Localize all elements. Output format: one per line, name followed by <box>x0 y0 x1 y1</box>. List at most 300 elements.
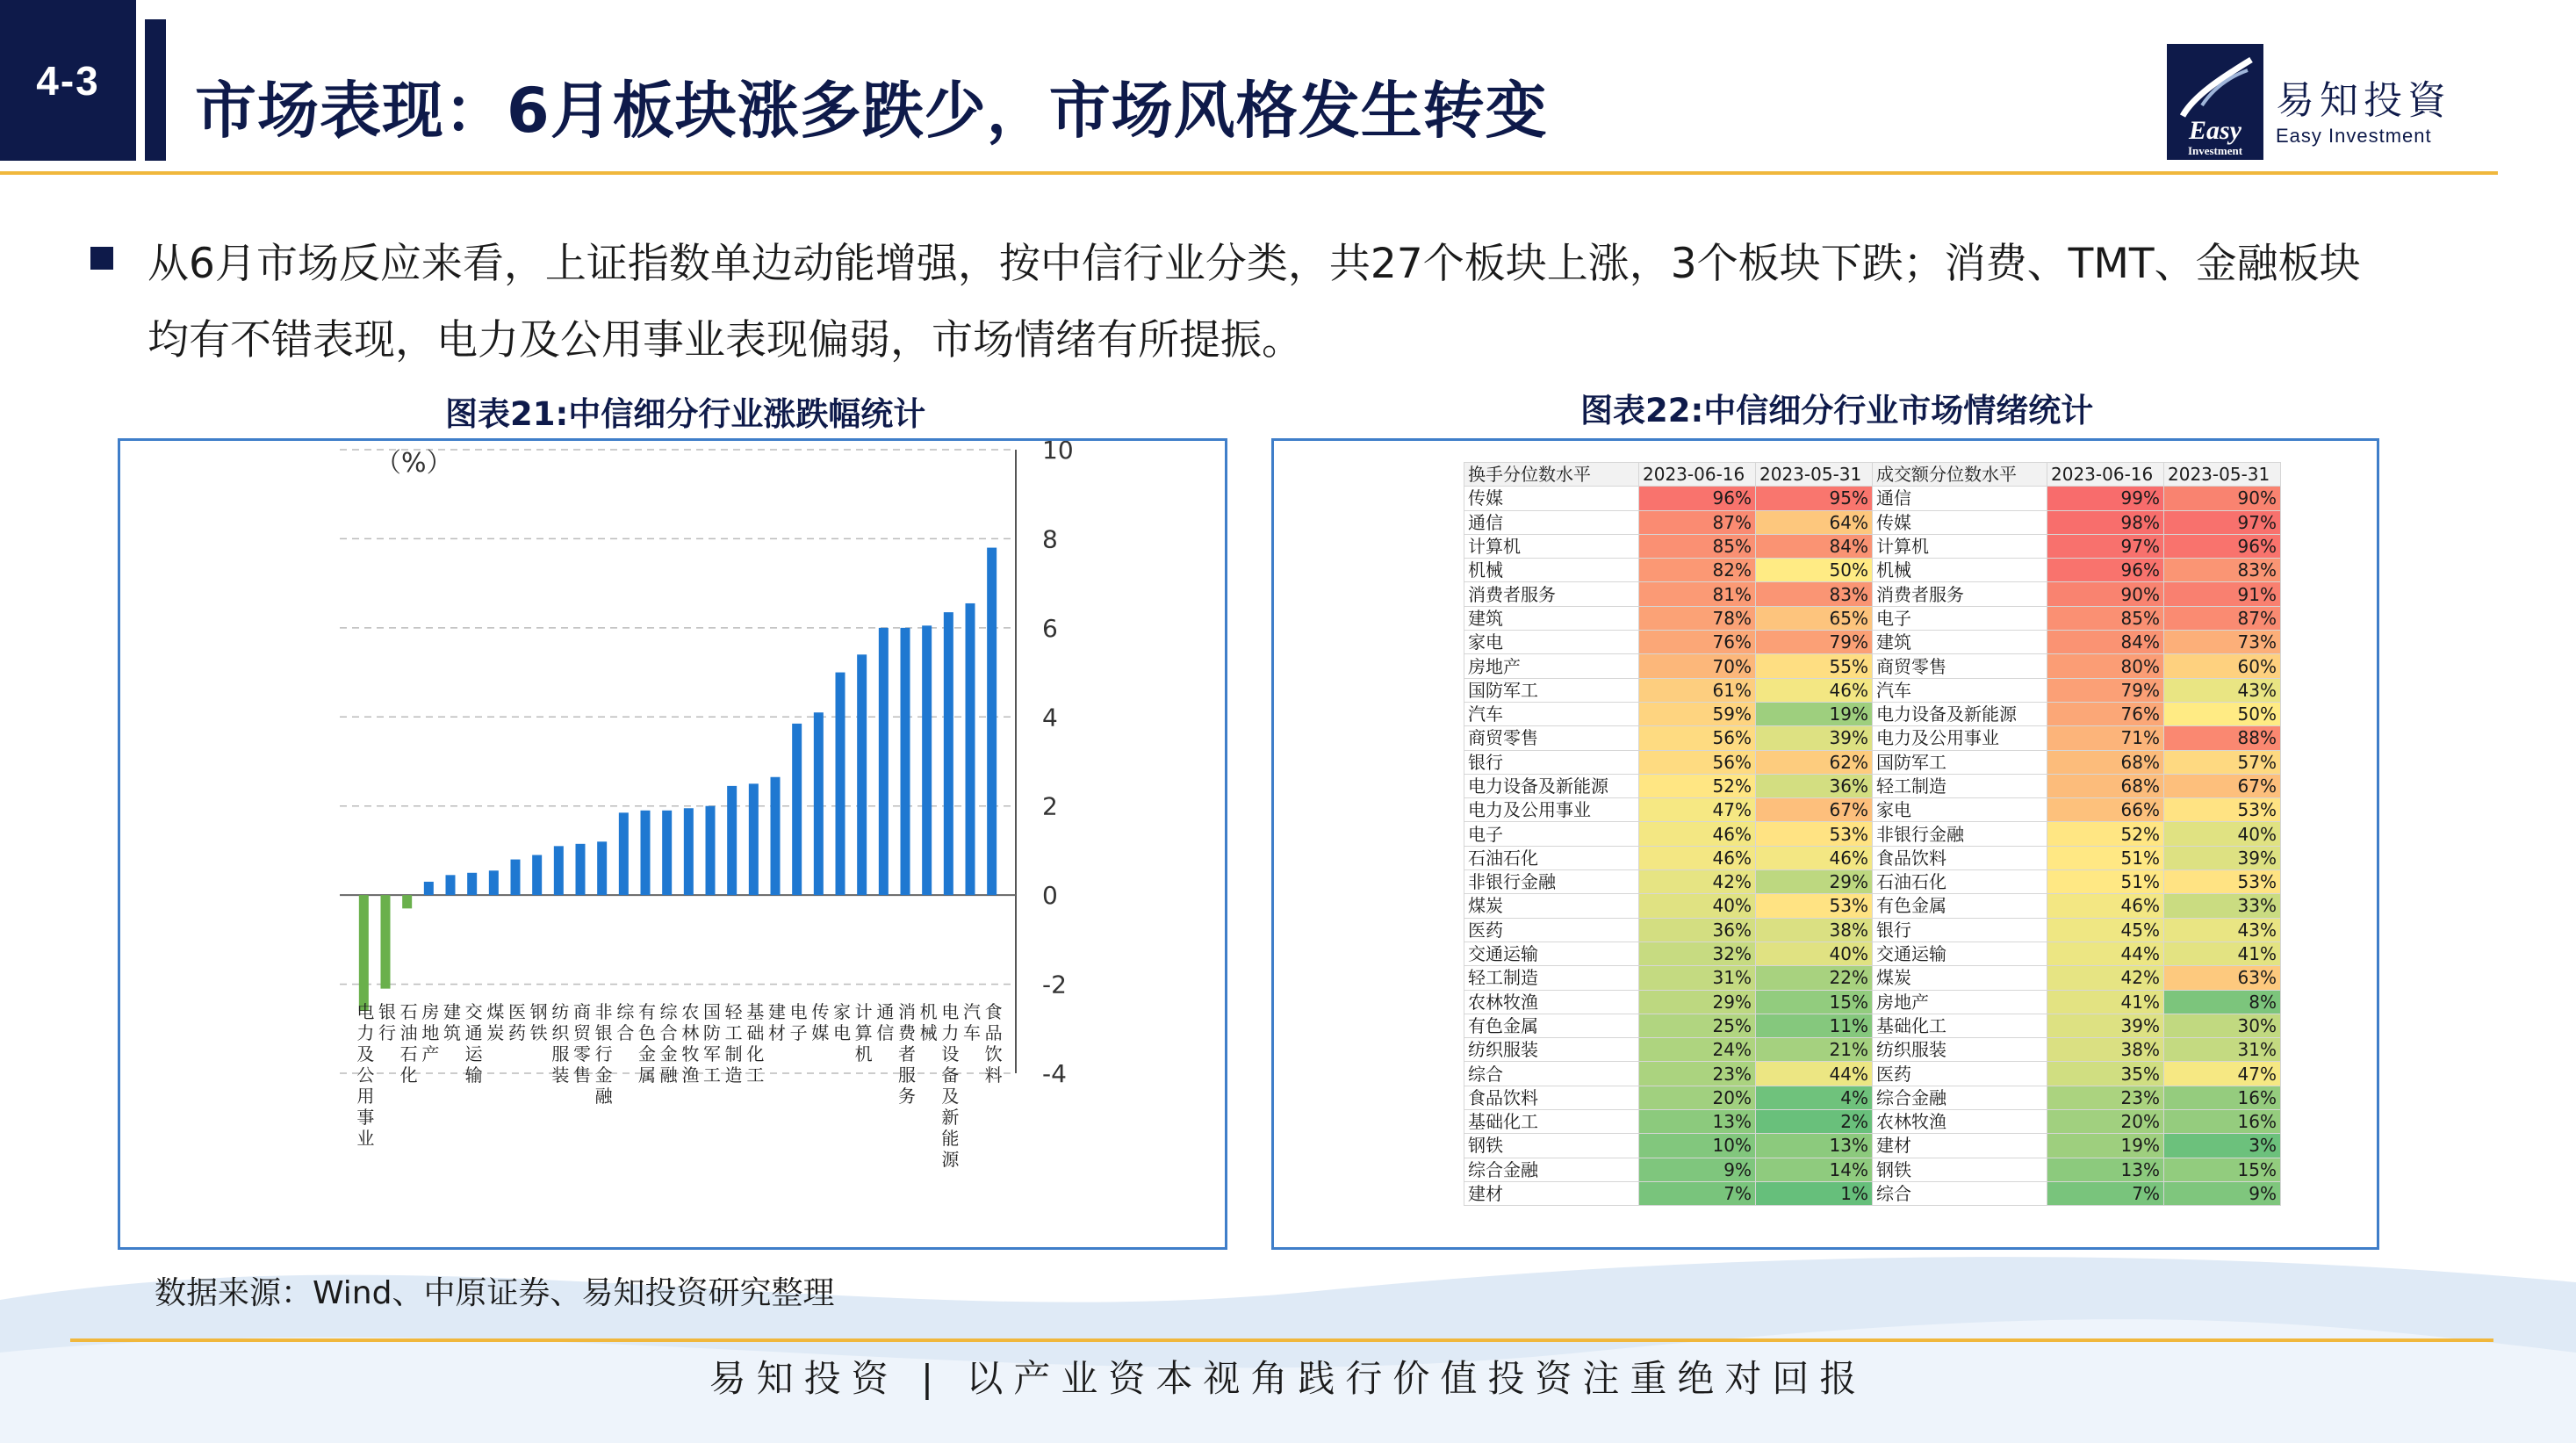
percentile-cell: 79% <box>1756 631 1873 654</box>
industry-name-cell: 汽车 <box>1873 678 2047 702</box>
percentile-cell: 31% <box>2164 1038 2281 1062</box>
percentile-cell: 29% <box>1639 990 1756 1014</box>
industry-name-cell: 机械 <box>1464 559 1639 582</box>
table-row <box>1464 702 2281 725</box>
sentiment-table-container <box>1464 462 2281 1206</box>
percentile-cell: 11% <box>1756 1014 1873 1037</box>
bar <box>511 860 521 896</box>
industry-name-cell: 非银行金融 <box>1464 870 1639 894</box>
percentile-cell: 29% <box>1756 870 1873 894</box>
percentile-cell: 53% <box>2164 870 2281 894</box>
percentile-cell: 32% <box>1639 942 1756 965</box>
x-tick-label: 国防军工 <box>703 1001 721 1086</box>
bar <box>814 712 824 895</box>
percentile-cell: 16% <box>2164 1110 2281 1134</box>
percentile-cell: 67% <box>2164 774 2281 797</box>
y-tick-label: 4 <box>1042 703 1058 732</box>
table-row <box>1464 1062 2281 1086</box>
bar <box>424 882 434 895</box>
industry-name-cell: 食品饮料 <box>1873 846 2047 869</box>
x-tick-label: 家电 <box>833 1001 851 1044</box>
percentile-cell: 82% <box>1639 559 1756 582</box>
x-tick-label: 食品饮料 <box>984 1001 1003 1086</box>
percentile-cell: 51% <box>2047 870 2164 894</box>
bar <box>944 612 953 895</box>
bar <box>857 654 867 895</box>
percentile-cell: 55% <box>1756 654 1873 678</box>
x-tick-label: 传媒 <box>811 1001 830 1044</box>
percentile-cell: 38% <box>2047 1038 2164 1062</box>
percentile-cell: 13% <box>2047 1158 2164 1181</box>
x-tick-label: 通信 <box>876 1001 895 1044</box>
table-row <box>1464 990 2281 1014</box>
percentile-cell: 43% <box>2164 678 2281 702</box>
industry-name-cell: 传媒 <box>1464 487 1639 510</box>
industry-name-cell: 医药 <box>1464 918 1639 942</box>
percentile-cell: 19% <box>2047 1134 2164 1158</box>
percentile-cell: 15% <box>1756 990 1873 1014</box>
bar <box>771 777 781 895</box>
industry-name-cell: 家电 <box>1873 798 2047 822</box>
header-divider <box>0 171 2498 175</box>
percentile-cell: 98% <box>2047 510 2164 534</box>
percentile-cell: 39% <box>2164 846 2281 869</box>
industry-name-cell: 基础化工 <box>1873 1014 2047 1037</box>
percentile-cell: 96% <box>1639 487 1756 510</box>
percentile-cell: 81% <box>1639 582 1756 606</box>
percentile-cell: 33% <box>2164 894 2281 918</box>
industry-name-cell: 汽车 <box>1464 702 1639 725</box>
bar <box>641 811 651 895</box>
percentile-cell: 90% <box>2164 487 2281 510</box>
percentile-cell: 44% <box>1756 1062 1873 1086</box>
x-tick-label: 消费者服务 <box>898 1001 916 1108</box>
percentile-cell: 68% <box>2047 774 2164 797</box>
bullet-text-line1: 从6月市场反应来看，上证指数单边动能增强，按中信行业分类，共27个板块上涨，3个板块下跌；消费、TMT、金融板块 <box>148 240 2361 288</box>
percentile-cell: 61% <box>1639 678 1756 702</box>
bar <box>662 811 672 895</box>
percentile-cell: 42% <box>1639 870 1756 894</box>
x-tick-label: 综合 <box>616 1001 635 1044</box>
bar <box>489 870 499 895</box>
industry-name-cell: 基础化工 <box>1464 1110 1639 1134</box>
percentile-cell: 16% <box>2164 1086 2281 1109</box>
percentile-cell: 70% <box>1639 654 1756 678</box>
percentile-cell: 41% <box>2164 942 2281 965</box>
percentile-cell: 46% <box>1639 822 1756 846</box>
percentile-cell: 20% <box>2047 1110 2164 1134</box>
percentile-cell: 67% <box>1756 798 1873 822</box>
industry-name-cell: 商贸零售 <box>1873 654 2047 678</box>
industry-name-cell: 非银行金融 <box>1873 822 2047 846</box>
industry-name-cell: 通信 <box>1873 487 2047 510</box>
industry-name-cell: 轻工制造 <box>1873 774 2047 797</box>
x-tick-label: 纺织服装 <box>551 1001 570 1086</box>
sentiment-heat-table <box>1464 462 2281 1206</box>
y-tick-label: -2 <box>1042 970 1067 999</box>
table-row <box>1464 510 2281 534</box>
x-tick-label: 非银行金融 <box>594 1001 613 1108</box>
footer-divider <box>70 1338 2493 1342</box>
y-tick-label: 2 <box>1042 791 1058 821</box>
svg-text:Investment: Investment <box>2187 144 2243 157</box>
table-header: 2023-05-31 <box>2164 463 2281 487</box>
bar-chart <box>120 441 1225 1247</box>
percentile-cell: 47% <box>2164 1062 2281 1086</box>
bar <box>684 808 694 895</box>
percentile-cell: 90% <box>2047 582 2164 606</box>
percentile-cell: 13% <box>1756 1134 1873 1158</box>
percentile-cell: 76% <box>1639 631 1756 654</box>
industry-name-cell: 建筑 <box>1464 606 1639 630</box>
data-source: 数据来源：Wind、中原证券、易知投资研究整理 <box>155 1275 835 1311</box>
percentile-cell: 31% <box>1639 966 1756 990</box>
industry-name-cell: 有色金属 <box>1464 1014 1639 1037</box>
figure2-caption: 图表22:中信细分行业市场情绪统计 <box>1580 392 2094 429</box>
percentile-cell: 60% <box>2164 654 2281 678</box>
percentile-cell: 99% <box>2047 487 2164 510</box>
industry-name-cell: 综合 <box>1873 1181 2047 1205</box>
percentile-cell: 63% <box>2164 966 2281 990</box>
percentile-cell: 13% <box>1639 1110 1756 1134</box>
logo-icon <box>2167 44 2263 160</box>
table-row <box>1464 1134 2281 1158</box>
percentile-cell: 21% <box>1756 1038 1873 1062</box>
industry-name-cell: 家电 <box>1464 631 1639 654</box>
industry-name-cell: 计算机 <box>1464 534 1639 558</box>
table-header: 2023-06-16 <box>2047 463 2164 487</box>
table-row <box>1464 918 2281 942</box>
industry-name-cell: 电力及公用事业 <box>1464 798 1639 822</box>
percentile-cell: 88% <box>2164 726 2281 750</box>
industry-name-cell: 食品饮料 <box>1464 1086 1639 1109</box>
bar <box>402 895 412 908</box>
x-tick-label: 煤炭 <box>486 1001 505 1044</box>
bullet-square-icon <box>90 247 113 270</box>
table-row <box>1464 1038 2281 1062</box>
industry-name-cell: 综合金融 <box>1873 1086 2047 1109</box>
industry-name-cell: 消费者服务 <box>1464 582 1639 606</box>
percentile-cell: 83% <box>1756 582 1873 606</box>
percentile-cell: 83% <box>2164 559 2281 582</box>
industry-name-cell: 煤炭 <box>1464 894 1639 918</box>
industry-name-cell: 国防军工 <box>1464 678 1639 702</box>
y-tick-label: -4 <box>1042 1059 1067 1088</box>
table-row <box>1464 846 2281 869</box>
percentile-cell: 46% <box>2047 894 2164 918</box>
x-tick-label: 医药 <box>508 1001 526 1044</box>
percentile-cell: 40% <box>2164 822 2281 846</box>
table-row <box>1464 774 2281 797</box>
table-row <box>1464 1086 2281 1109</box>
percentile-cell: 22% <box>1756 966 1873 990</box>
x-tick-label: 综合金融 <box>659 1001 678 1086</box>
logo-text-cn: 易知投資 <box>2276 78 2451 123</box>
percentile-cell: 51% <box>2047 846 2164 869</box>
percentile-cell: 53% <box>2164 798 2281 822</box>
percentile-cell: 91% <box>2164 582 2281 606</box>
percentile-cell: 9% <box>1639 1158 1756 1181</box>
industry-name-cell: 钢铁 <box>1873 1158 2047 1181</box>
table-row <box>1464 750 2281 774</box>
table-row <box>1464 966 2281 990</box>
percentile-cell: 96% <box>2164 534 2281 558</box>
table-row <box>1464 1014 2281 1037</box>
percentile-cell: 2% <box>1756 1110 1873 1134</box>
y-tick-label: 0 <box>1042 881 1058 911</box>
page-title: 市场表现：6月板块涨多跌少，市场风格发生转变 <box>195 75 1548 147</box>
percentile-cell: 56% <box>1639 750 1756 774</box>
table-row <box>1464 678 2281 702</box>
industry-name-cell: 电子 <box>1873 606 2047 630</box>
percentile-cell: 97% <box>2164 510 2281 534</box>
percentile-cell: 20% <box>1639 1086 1756 1109</box>
percentile-cell: 59% <box>1639 702 1756 725</box>
percentile-cell: 23% <box>1639 1062 1756 1086</box>
percentile-cell: 65% <box>1756 606 1873 630</box>
table-row <box>1464 822 2281 846</box>
table-header: 成交额分位数水平 <box>1873 463 2047 487</box>
percentile-cell: 71% <box>2047 726 2164 750</box>
figure1-caption: 图表21:中信细分行业涨跌幅统计 <box>445 395 926 433</box>
industry-name-cell: 医药 <box>1873 1062 2047 1086</box>
percentile-cell: 24% <box>1639 1038 1756 1062</box>
industry-name-cell: 农林牧渔 <box>1464 990 1639 1014</box>
bar <box>554 846 564 895</box>
industry-name-cell: 钢铁 <box>1464 1134 1639 1158</box>
footer-slogan: 易知投资 | 以产业资本视角践行价值投资注重绝对回报 <box>709 1357 1867 1400</box>
x-tick-label: 轻工制造 <box>724 1001 743 1086</box>
svg-text:Easy: Easy <box>2189 116 2241 145</box>
bar <box>467 873 477 895</box>
industry-name-cell: 交通运输 <box>1464 942 1639 965</box>
bar <box>749 783 759 895</box>
industry-name-cell: 传媒 <box>1873 510 2047 534</box>
percentile-cell: 46% <box>1639 846 1756 869</box>
y-tick-label: 10 <box>1042 441 1074 465</box>
percentile-cell: 35% <box>2047 1062 2164 1086</box>
industry-name-cell: 电力及公用事业 <box>1873 726 2047 750</box>
industry-name-cell: 机械 <box>1873 559 2047 582</box>
percentile-cell: 41% <box>2047 990 2164 1014</box>
percentile-cell: 62% <box>1756 750 1873 774</box>
industry-name-cell: 电力设备及新能源 <box>1873 702 2047 725</box>
percentile-cell: 73% <box>2164 631 2281 654</box>
percentile-cell: 23% <box>2047 1086 2164 1109</box>
industry-name-cell: 建材 <box>1873 1134 2047 1158</box>
percentile-cell: 80% <box>2047 654 2164 678</box>
percentile-cell: 14% <box>1756 1158 1873 1181</box>
industry-name-cell: 消费者服务 <box>1873 582 2047 606</box>
percentile-cell: 9% <box>2164 1181 2281 1205</box>
bar <box>532 855 542 896</box>
section-number: 4-3 <box>0 0 136 161</box>
percentile-cell: 10% <box>1639 1134 1756 1158</box>
percentile-cell: 95% <box>1756 487 1873 510</box>
percentile-cell: 76% <box>2047 702 2164 725</box>
percentile-cell: 15% <box>2164 1158 2281 1181</box>
y-tick-label: 8 <box>1042 524 1058 554</box>
industry-name-cell: 有色金属 <box>1873 894 2047 918</box>
percentile-cell: 1% <box>1756 1181 1873 1205</box>
percentile-cell: 40% <box>1639 894 1756 918</box>
x-tick-label: 建筑 <box>443 1001 461 1044</box>
percentile-cell: 85% <box>1639 534 1756 558</box>
percentile-cell: 68% <box>2047 750 2164 774</box>
bar <box>901 628 910 895</box>
x-tick-label: 钢铁 <box>529 1001 548 1044</box>
industry-name-cell: 计算机 <box>1873 534 2047 558</box>
percentile-cell: 40% <box>1756 942 1873 965</box>
industry-name-cell: 电力设备及新能源 <box>1464 774 1639 797</box>
x-tick-label: 有色金属 <box>638 1001 656 1086</box>
percentile-cell: 25% <box>1639 1014 1756 1037</box>
percentile-cell: 52% <box>1639 774 1756 797</box>
bar <box>597 841 607 895</box>
percentile-cell: 8% <box>2164 990 2281 1014</box>
bar <box>922 625 932 895</box>
percentile-cell: 50% <box>2164 702 2281 725</box>
percentile-cell: 46% <box>1756 846 1873 869</box>
bar <box>792 724 802 895</box>
percentile-cell: 84% <box>2047 631 2164 654</box>
percentile-cell: 47% <box>1639 798 1756 822</box>
table-header: 2023-05-31 <box>1756 463 1873 487</box>
percentile-cell: 45% <box>2047 918 2164 942</box>
x-tick-label: 农林牧渔 <box>681 1001 700 1086</box>
table-row <box>1464 487 2281 510</box>
x-tick-label: 银行 <box>378 1001 396 1044</box>
percentile-cell: 87% <box>2164 606 2281 630</box>
percentile-cell: 42% <box>2047 966 2164 990</box>
x-tick-label: 商贸零售 <box>573 1001 591 1086</box>
percentile-cell: 96% <box>2047 559 2164 582</box>
percentile-cell: 53% <box>1756 894 1873 918</box>
percentile-cell: 43% <box>2164 918 2281 942</box>
percentile-cell: 64% <box>1756 510 1873 534</box>
industry-name-cell: 综合 <box>1464 1062 1639 1086</box>
percentile-cell: 46% <box>1756 678 1873 702</box>
industry-name-cell: 通信 <box>1464 510 1639 534</box>
x-tick-label: 房地产 <box>421 1001 440 1065</box>
industry-name-cell: 银行 <box>1464 750 1639 774</box>
bar <box>576 844 586 895</box>
x-tick-label: 石油石化 <box>399 1001 418 1086</box>
bar <box>706 806 716 895</box>
industry-name-cell: 交通运输 <box>1873 942 2047 965</box>
industry-name-cell: 纺织服装 <box>1873 1038 2047 1062</box>
x-tick-label: 交通运输 <box>464 1001 483 1086</box>
bullet-text-line2: 均有不错表现，电力及公用事业表现偏弱，市场情绪有所提振。 <box>148 316 1303 364</box>
table-header: 换手分位数水平 <box>1464 463 1639 487</box>
table-row <box>1464 559 2281 582</box>
percentile-cell: 97% <box>2047 534 2164 558</box>
bar <box>381 895 391 988</box>
table-row <box>1464 654 2281 678</box>
percentile-cell: 79% <box>2047 678 2164 702</box>
bar <box>446 875 456 895</box>
percentile-cell: 52% <box>2047 822 2164 846</box>
bar <box>727 786 737 895</box>
industry-name-cell: 石油石化 <box>1873 870 2047 894</box>
table-row <box>1464 606 2281 630</box>
x-tick-label: 电力设备及新能源 <box>941 1001 960 1171</box>
bar <box>879 628 889 895</box>
bar <box>359 895 369 1011</box>
table-row <box>1464 894 2281 918</box>
table-row <box>1464 1110 2281 1134</box>
industry-name-cell: 纺织服装 <box>1464 1038 1639 1062</box>
industry-name-cell: 银行 <box>1873 918 2047 942</box>
x-tick-label: 电力及公用事业 <box>356 1001 375 1150</box>
table-row <box>1464 1158 2281 1181</box>
percentile-cell: 36% <box>1756 774 1873 797</box>
percentile-cell: 56% <box>1639 726 1756 750</box>
industry-name-cell: 农林牧渔 <box>1873 1110 2047 1134</box>
percentile-cell: 7% <box>2047 1181 2164 1205</box>
table-row <box>1464 942 2281 965</box>
percentile-cell: 38% <box>1756 918 1873 942</box>
percentile-cell: 4% <box>1756 1086 1873 1109</box>
table-row <box>1464 870 2281 894</box>
bar <box>966 603 975 895</box>
x-tick-label: 机械 <box>919 1001 938 1044</box>
bar <box>619 812 629 895</box>
percentile-cell: 85% <box>2047 606 2164 630</box>
x-tick-label: 基础化工 <box>746 1001 765 1086</box>
industry-name-cell: 房地产 <box>1873 990 2047 1014</box>
x-tick-label: 建材 <box>768 1001 786 1044</box>
industry-name-cell: 商贸零售 <box>1464 726 1639 750</box>
percentile-cell: 87% <box>1639 510 1756 534</box>
bar <box>836 673 845 896</box>
percentile-cell: 66% <box>2047 798 2164 822</box>
percentile-cell: 30% <box>2164 1014 2281 1037</box>
industry-name-cell: 电子 <box>1464 822 1639 846</box>
x-tick-label: 汽车 <box>963 1001 981 1044</box>
industry-name-cell: 综合金融 <box>1464 1158 1639 1181</box>
table-row <box>1464 798 2281 822</box>
percentile-cell: 50% <box>1756 559 1873 582</box>
x-tick-label: 计算机 <box>854 1001 873 1065</box>
percentile-cell: 53% <box>1756 822 1873 846</box>
industry-name-cell: 轻工制造 <box>1464 966 1639 990</box>
table-row <box>1464 582 2281 606</box>
percentile-cell: 44% <box>2047 942 2164 965</box>
percentile-cell: 39% <box>2047 1014 2164 1037</box>
percentile-cell: 39% <box>1756 726 1873 750</box>
table-header: 2023-06-16 <box>1639 463 1756 487</box>
industry-name-cell: 国防军工 <box>1873 750 2047 774</box>
percentile-cell: 19% <box>1756 702 1873 725</box>
percentile-cell: 3% <box>2164 1134 2281 1158</box>
industry-name-cell: 石油石化 <box>1464 846 1639 869</box>
percentile-cell: 36% <box>1639 918 1756 942</box>
percentile-cell: 7% <box>1639 1181 1756 1205</box>
industry-name-cell: 建材 <box>1464 1181 1639 1205</box>
table-row <box>1464 726 2281 750</box>
chart-unit-label: （%） <box>375 448 453 479</box>
section-divider-bar <box>145 19 166 161</box>
table-row <box>1464 1181 2281 1205</box>
industry-name-cell: 建筑 <box>1873 631 2047 654</box>
bar <box>987 548 997 896</box>
industry-name-cell: 煤炭 <box>1873 966 2047 990</box>
logo-text-en: Easy Investment <box>2276 125 2432 147</box>
percentile-cell: 57% <box>2164 750 2281 774</box>
industry-name-cell: 房地产 <box>1464 654 1639 678</box>
percentile-cell: 84% <box>1756 534 1873 558</box>
